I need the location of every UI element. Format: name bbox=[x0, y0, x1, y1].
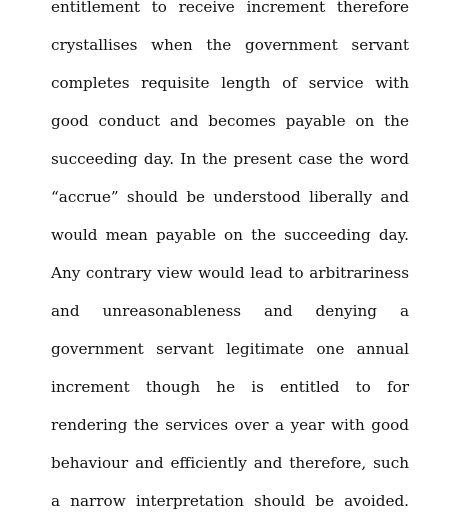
text-line: rendering the services over a year with good bbox=[51, 416, 409, 434]
document-page bbox=[51, 0, 409, 520]
body-paragraph bbox=[51, 0, 409, 520]
text-line: good conduct and becomes payable on the bbox=[51, 112, 409, 130]
text-line: crystallises when the government servant bbox=[51, 36, 409, 54]
text-line: Any contrary view would lead to arbitrariness bbox=[51, 264, 409, 282]
text-line: succeeding day. In the present case the word bbox=[51, 150, 409, 168]
text-line: completes requisite length of service with bbox=[51, 74, 409, 92]
text-line: government servant legitimate one annual bbox=[51, 340, 409, 358]
text-line: a narrow interpretation should be avoided. bbox=[51, 492, 409, 510]
text-line: and unreasonableness and denying a bbox=[51, 302, 409, 320]
text-line: increment though he is entitled to for bbox=[51, 378, 409, 396]
text-line: would mean payable on the succeeding day. bbox=[51, 226, 409, 244]
text-line: “accrue” should be understood liberally and bbox=[51, 188, 409, 206]
text-line: entitlement to receive increment therefore bbox=[51, 0, 409, 16]
text-line: behaviour and efficiently and therefore, such bbox=[51, 454, 409, 472]
